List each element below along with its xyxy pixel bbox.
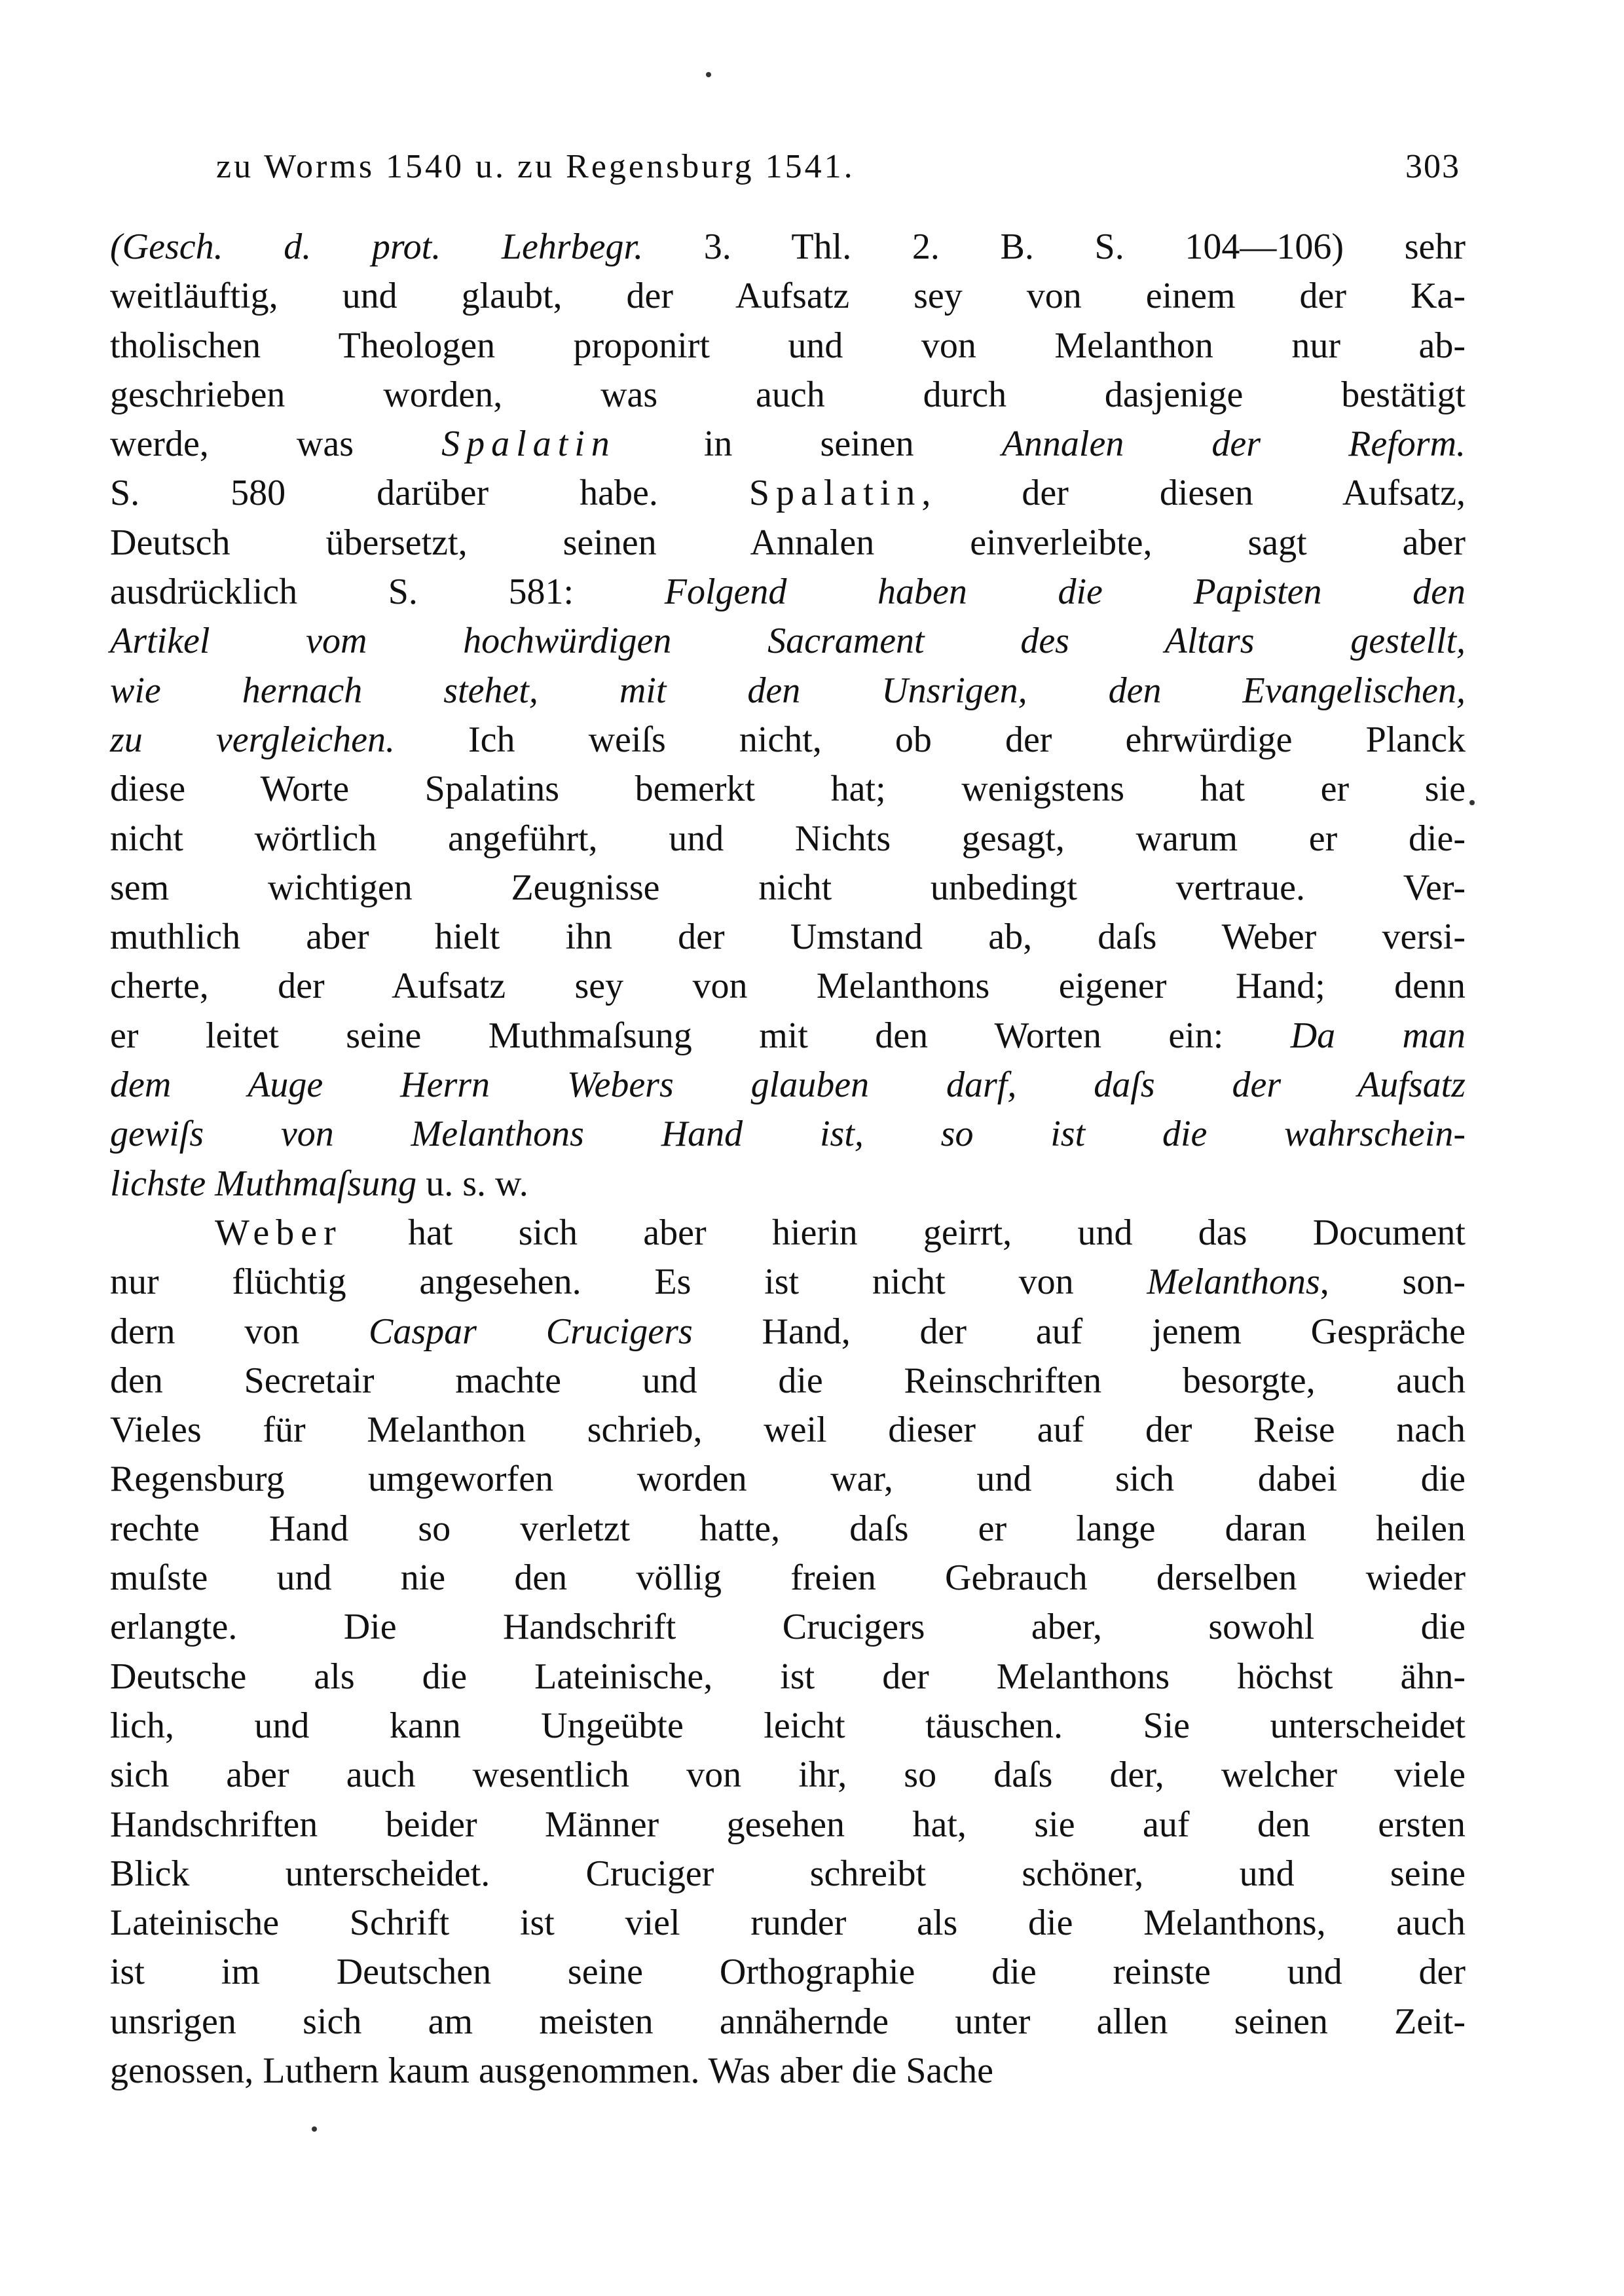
italic-text: dem Auge Herrn Webers glauben darf, daſs der Aufsatz: [110, 1065, 1466, 1106]
text-segment: nur flüchtig angesehen. Es ist nicht von: [110, 1262, 1147, 1303]
ink-speck: [1469, 800, 1475, 805]
text-line: [110, 1554, 1466, 1603]
text-segment: Handschriften beider Männer gesehen hat, sie auf den ersten: [110, 1804, 1466, 1845]
italic-text: Folgend haben die Papisten den: [664, 572, 1466, 613]
text-line: [110, 1061, 1466, 1110]
text-line: [110, 1751, 1466, 1800]
text-line: [110, 223, 1466, 272]
text-segment: Vieles für Melanthon schrieb, weil dieser auf der Reise nach: [110, 1410, 1466, 1451]
text-line: [110, 321, 1466, 371]
text-line: [110, 1997, 1466, 2047]
italic-text: (Gesch. d. prot. Lehrbegr.: [110, 227, 644, 267]
text-segment: sich aber auch wesentlich von ihr, so daſs der, welcher viele: [110, 1755, 1466, 1796]
ink-speck: [706, 72, 711, 77]
text-segment: Deutsch übersetzt, seinen Annalen einverleibte, sagt aber: [110, 522, 1466, 563]
text-segment: Ich weiſs nicht, ob der ehrwürdige Planck: [394, 719, 1466, 760]
italic-text: Artikel vom hochwürdigen Sacrament des Altars gestellt,: [110, 621, 1466, 662]
text-line: [110, 962, 1466, 1011]
text-segment: unsrigen sich am meisten annähernde unter allen seinen Zeit-: [110, 2001, 1466, 2042]
text-segment: tholischen Theologen proponirt und von Melanthon nur ab-: [110, 325, 1466, 366]
text-line: [110, 1850, 1466, 1899]
text-line: [110, 371, 1466, 420]
text-segment: genossen, Luthern kaum ausgenommen. Was aber die Sache: [110, 2050, 993, 2091]
text-segment: rechte Hand so verletzt hatte, daſs er lange daran heilen: [110, 1508, 1466, 1549]
text-line: [110, 519, 1466, 568]
text-line: [110, 1702, 1466, 1751]
text-line: [110, 420, 1466, 469]
text-segment: , der diesen Aufsatz,: [921, 473, 1466, 514]
text-segment: sem wichtigen Zeugnisse nicht unbedingt vertraue. Ver-: [110, 867, 1466, 908]
text-segment: er leitet seine Muthmaſsung mit den Worten ein:: [110, 1015, 1291, 1056]
italic-text: Spalatin: [441, 424, 616, 465]
text-segment: S. 580 darüber habe.: [110, 473, 749, 514]
text-line: [110, 469, 1466, 518]
text-line: [110, 716, 1466, 765]
text-segment: erlangte. Die Handschrift Crucigers aber, sowohl die: [110, 1607, 1466, 1648]
spaced-text: Weber: [215, 1212, 342, 1253]
text-line: [110, 864, 1466, 913]
text-line: [110, 913, 1466, 962]
text-segment: Regensburg umgeworfen worden war, und sich dabei die: [110, 1459, 1466, 1500]
text-segment: den Secretair machte und die Reinschriften besorgte, auch: [110, 1360, 1466, 1401]
text-segment: Deutsche als die Lateinische, ist der Melanthons höchst ähn-: [110, 1656, 1466, 1697]
text-line: [110, 765, 1466, 814]
text-segment: ausdrücklich S. 581:: [110, 572, 665, 613]
running-title: zu Worms 1540 u. zu Regensburg 1541.: [216, 148, 855, 185]
text-segment: lich, und kann Ungeübte leicht täuschen. Sie unterscheidet: [110, 1705, 1466, 1746]
text-segment: dern von: [110, 1311, 369, 1352]
text-segment: cherte, der Aufsatz sey von Melanthons eigener Hand; denn: [110, 966, 1466, 1007]
text-segment: Lateinische Schrift ist viel runder als die Melanthons, auch: [110, 1903, 1466, 1944]
text-line: [110, 1011, 1466, 1061]
text-segment: 3. Thl. 2. B. S. 104—106) sehr: [643, 227, 1466, 267]
running-head: [216, 137, 1460, 196]
text-line: [110, 1159, 1466, 1209]
body-text: [110, 223, 1466, 2096]
text-line: [110, 1357, 1466, 1406]
text-line: [110, 568, 1466, 617]
text-segment: muſste und nie den völlig freien Gebrauch derselben wieder: [110, 1558, 1466, 1599]
text-line: [110, 1307, 1466, 1357]
text-line: [110, 814, 1466, 864]
text-segment: Blick unterscheidet. Cruciger schreibt schöner, und seine: [110, 1853, 1466, 1894]
text-line: [110, 1899, 1466, 1948]
text-segment: weitläuftig, und glaubt, der Aufsatz sey von einem der Ka-: [110, 276, 1466, 317]
text-segment: , son-: [1320, 1262, 1466, 1303]
text-line: [110, 1800, 1466, 1850]
italic-text: Da man: [1290, 1015, 1466, 1056]
text-segment: ist im Deutschen seine Orthographie die reinste und der: [110, 1952, 1466, 1993]
text-line: [110, 1948, 1466, 1997]
text-segment: nicht wörtlich angeführt, und Nichts gesagt, warum er die-: [110, 818, 1466, 859]
text-line: [110, 1504, 1466, 1554]
text-line: [110, 1110, 1466, 1159]
text-line: [110, 617, 1466, 666]
spaced-text: Spalatin: [748, 473, 922, 514]
text-segment: Hand, der auf jenem Gespräche: [692, 1311, 1466, 1352]
italic-text: wie hernach stehet, mit den Unsrigen, den Evangelischen,: [110, 670, 1466, 711]
ink-speck: [312, 2126, 317, 2132]
page-number: 303: [1405, 148, 1460, 185]
paragraph-start-line: [110, 1209, 1466, 1258]
text-segment: werde, was: [110, 424, 442, 465]
italic-text: Melanthons: [1147, 1262, 1320, 1303]
italic-text: Caspar Crucigers: [369, 1311, 693, 1352]
italic-text: gewiſs von Melanthons Hand ist, so ist die wahrschein-: [110, 1114, 1466, 1155]
italic-text: lichste Muthmaſsung: [110, 1163, 417, 1204]
text-line: [110, 1406, 1466, 1455]
text-segment: hat sich aber hierin geirrt, und das Document: [342, 1212, 1466, 1253]
text-line: [110, 1603, 1466, 1652]
italic-text: zu vergleichen.: [110, 719, 395, 760]
text-segment: u. s. w.: [416, 1163, 528, 1204]
text-line: [110, 1258, 1466, 1307]
text-segment: in seinen: [616, 424, 1002, 465]
text-line: [110, 272, 1466, 321]
text-line: [110, 1652, 1466, 1702]
text-line: [110, 666, 1466, 716]
text-segment: geschrieben worden, was auch durch dasjenige bestätigt: [110, 374, 1466, 415]
text-line: [110, 1455, 1466, 1504]
text-line: [110, 2047, 1466, 2096]
italic-text: Annalen der Reform.: [1001, 424, 1466, 465]
text-segment: muthlich aber hielt ihn der Umstand ab, daſs Weber versi-: [110, 917, 1466, 958]
text-segment: diese Worte Spalatins bemerkt hat; wenigstens hat er sie: [110, 769, 1466, 810]
